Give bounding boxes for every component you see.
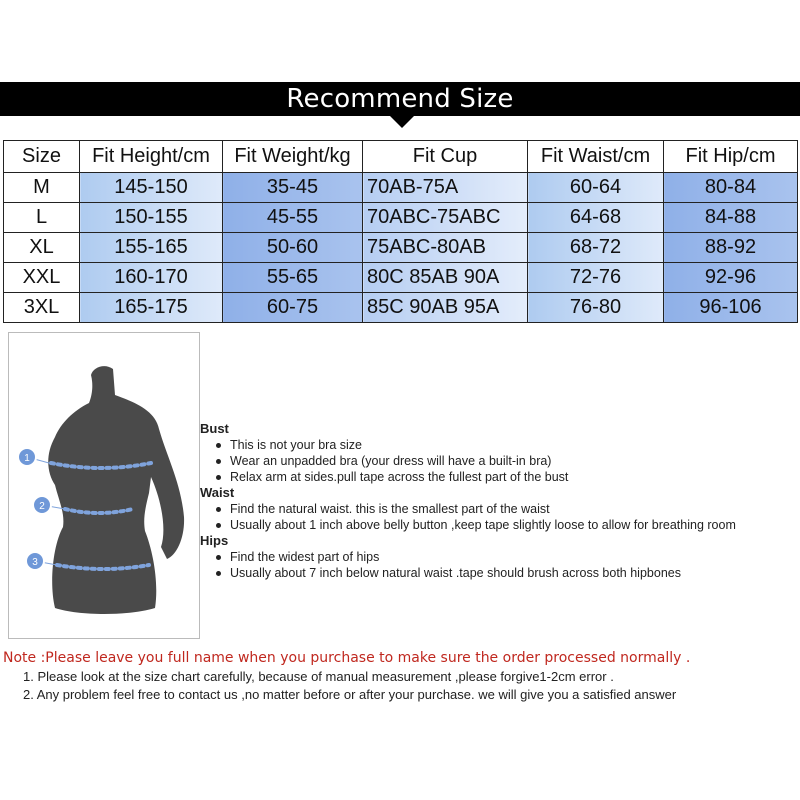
table-row — [4, 203, 798, 233]
column-header: Fit Cup — [363, 141, 528, 173]
measuring-guide — [200, 421, 800, 581]
notes-section — [3, 649, 800, 704]
height-cell: 145-150 — [80, 173, 223, 203]
weight-cell: 50-60 — [223, 233, 363, 263]
size-cell: 3XL — [4, 293, 80, 323]
marker-number: 2 — [39, 501, 45, 512]
section-title: Hips — [200, 533, 229, 548]
hip-cell: 96-106 — [664, 293, 798, 323]
table-header-row — [4, 141, 798, 173]
waist-cell: 64-68 — [528, 203, 664, 233]
waist-cell: 68-72 — [528, 233, 664, 263]
note-warning: Note :Please leave you full name when you purchase to make sure the order processed normally . — [3, 650, 691, 666]
cup-cell: 70ABC-75ABC — [363, 203, 528, 233]
weight-cell: 45-55 — [223, 203, 363, 233]
column-header: Size — [4, 141, 80, 173]
section-title: Bust — [200, 421, 229, 436]
column-header: Fit Waist/cm — [528, 141, 664, 173]
weight-cell: 60-75 — [223, 293, 363, 323]
waist-cell: 72-76 — [528, 263, 664, 293]
height-cell: 165-175 — [80, 293, 223, 323]
list-item: Relax arm at sides.pull tape across the fullest part of the bust — [230, 469, 800, 485]
height-cell: 150-155 — [80, 203, 223, 233]
size-cell: M — [4, 173, 80, 203]
column-header: Fit Weight/kg — [223, 141, 363, 173]
note-item: 1. Please look at the size chart carefully, because of manual measurement ,please forgive1-2cm error . — [23, 669, 614, 684]
bust-section — [200, 421, 800, 485]
list-item: Find the widest part of hips — [230, 549, 800, 565]
table-row — [4, 173, 798, 203]
measurement-figure — [8, 332, 200, 639]
hip-cell: 84-88 — [664, 203, 798, 233]
size-chart-table — [3, 140, 798, 323]
banner-pointer-icon — [390, 116, 414, 128]
height-cell: 160-170 — [80, 263, 223, 293]
table-row — [4, 263, 798, 293]
waist-cell: 60-64 — [528, 173, 664, 203]
list-item: Wear an unpadded bra (your dress will have a built-in bra) — [230, 453, 800, 469]
hip-cell: 80-84 — [664, 173, 798, 203]
note-item: 2. Any problem feel free to contact us ,no matter before or after your purchase. we will give you a satisfied answer — [23, 687, 677, 702]
mannequin-silhouette-icon — [48, 366, 184, 614]
waist-cell: 76-80 — [528, 293, 664, 323]
mannequin-illustration — [9, 333, 199, 638]
cup-cell: 85C 90AB 95A — [363, 293, 528, 323]
waist-section — [200, 485, 800, 533]
table-row — [4, 293, 798, 323]
hip-cell: 92-96 — [664, 263, 798, 293]
weight-cell: 35-45 — [223, 173, 363, 203]
cup-cell: 75ABC-80AB — [363, 233, 528, 263]
column-header: Fit Height/cm — [80, 141, 223, 173]
marker-number: 3 — [32, 557, 38, 568]
section-title: Waist — [200, 485, 235, 500]
size-cell: XL — [4, 233, 80, 263]
weight-cell: 55-65 — [223, 263, 363, 293]
size-cell: L — [4, 203, 80, 233]
cup-cell: 80C 85AB 90A — [363, 263, 528, 293]
hips-section — [200, 533, 800, 581]
list-item: This is not your bra size — [230, 437, 800, 453]
table-row — [4, 233, 798, 263]
marker-number: 1 — [24, 453, 30, 464]
size-cell: XXL — [4, 263, 80, 293]
page-title: Recommend Size — [286, 84, 514, 114]
title-banner — [0, 82, 800, 116]
list-item: Find the natural waist. this is the smallest part of the waist — [230, 501, 800, 517]
cup-cell: 70AB-75A — [363, 173, 528, 203]
list-item: Usually about 1 inch above belly button ,keep tape slightly loose to allow for breathing room — [230, 517, 800, 533]
height-cell: 155-165 — [80, 233, 223, 263]
hip-cell: 88-92 — [664, 233, 798, 263]
list-item: Usually about 7 inch below natural waist .tape should brush across both hipbones — [230, 565, 800, 581]
column-header: Fit Hip/cm — [664, 141, 798, 173]
